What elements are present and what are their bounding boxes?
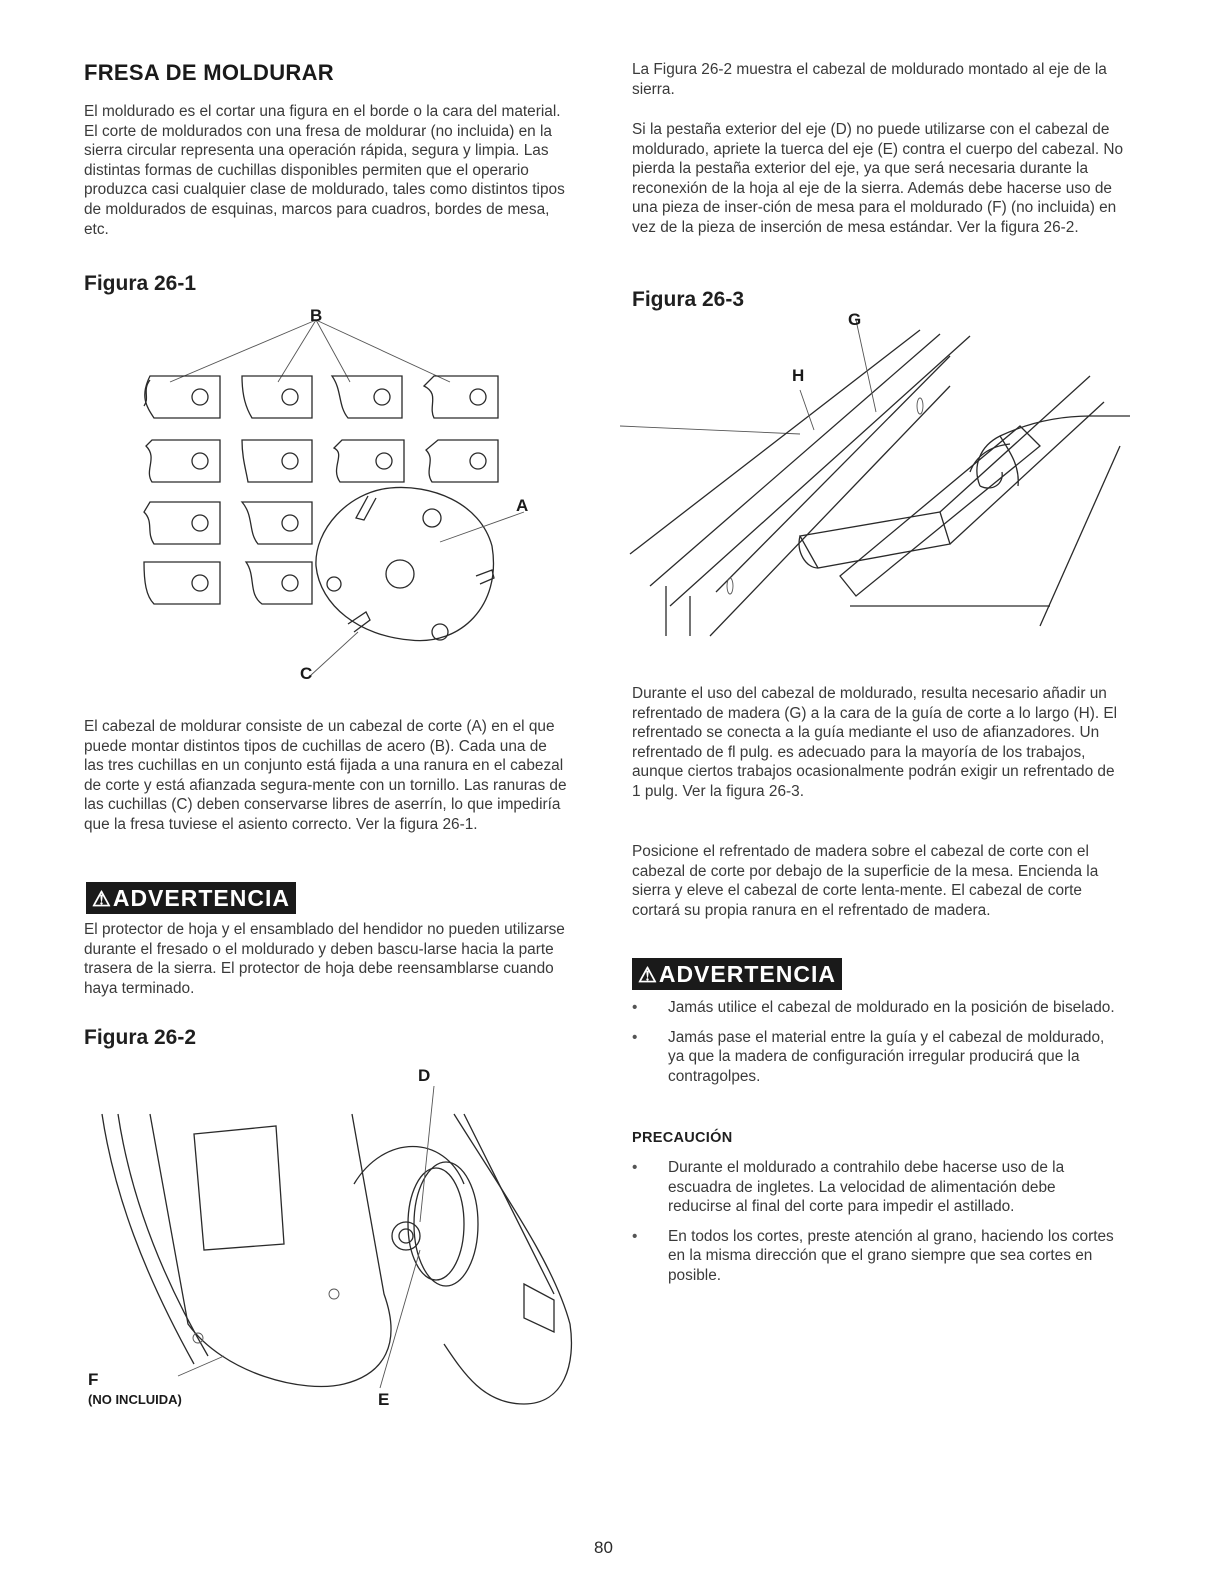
caution-title: PRECAUCIÓN xyxy=(632,1130,733,1146)
figure-26-1-label-c: C xyxy=(300,664,313,683)
figure-26-1-label-a: A xyxy=(516,496,529,515)
figure-26-1-description: El cabezal de moldurar consiste de un cabezal de corte (A) en el que puede montar distintos tipos de cuchillas de acero (B). Cada una de las tres cuchillas en un conjunto está fijada a una ranura en el cabezal de corte y está afianzada segura-mente con un tornillo. Las ranuras de las cuchillas (C) deben conservarse libres de aserrín, lo que impediría que la fresa tuviese el asiento correcto. Ver la figura 26-1. xyxy=(84,718,567,833)
right-paragraph-4: Posicione el refrentado de madera sobre el cabezal de corte con el cabezal de corte por debajo de la superficie de la mesa. Encienda la sierra y eleve el cabezal de corte lenta-mente. El cabezal de corte cortará su propia ranura en el refrentado de madera. xyxy=(632,843,1099,919)
caution-list xyxy=(632,1158,1122,1296)
figure-26-2 xyxy=(84,1066,574,1434)
list-item: • Jamás pase el material entre la guía y el cabezal de moldurado, ya que la madera de configuración irregular producirá que la contragolpes. xyxy=(632,1028,1122,1087)
figure-26-3-drawing xyxy=(620,306,1130,646)
figure-26-3-label-h: H xyxy=(792,366,805,385)
figure-26-1-drawing xyxy=(110,306,560,686)
list-item: • Durante el moldurado a contrahilo debe hacerse uso de la escuadra de ingletes. La velocidad de alimentación debe reducirse al final del corte para impedir el astillado. xyxy=(632,1158,1122,1217)
figure-26-3 xyxy=(620,306,1130,646)
figure-26-2-label-d: D xyxy=(418,1066,431,1085)
knife-grid xyxy=(144,376,498,604)
cutter-head-drawing xyxy=(316,487,494,640)
figure-26-1-label-b: B xyxy=(310,306,323,325)
figure-26-2-label-f: F xyxy=(88,1370,99,1389)
left-warning-text: El protector de hoja y el ensamblado del hendidor no pueden utilizarse durante el fresado o el moldurado y deben bascu-larse hacia la parte trasera de la sierra. El protector de hoja debe reensamblarse cuando haya terminado. xyxy=(84,921,565,997)
warning-icon: ⚠ xyxy=(92,888,111,911)
left-warning-banner: ⚠ADVERTENCIA xyxy=(86,882,296,914)
figure-26-2-not-included: (NO INCLUIDA) xyxy=(88,1392,182,1407)
figure-26-1 xyxy=(110,306,560,686)
right-paragraph-2: Si la pestaña exterior del eje (D) no puede utilizarse con el cabezal de moldurado, apriete la tuerca del eje (E) contra el cuerpo del cabezal. No pierda la pestaña exterior del eje, ya que será necesaria durante la reconexión de la hoja al eje de la sierra. Además debe hacerse uso de una pieza de inser-ción de mesa para el moldurado (F) (no incluida) en vez de la pieza de inserción de mesa estándar. Ver la figura 26-2. xyxy=(632,121,1124,236)
right-paragraph-1: La Figura 26-2 muestra el cabezal de moldurado montado al eje de la sierra. xyxy=(632,61,1107,98)
section-title: FRESA DE MOLDURAR xyxy=(84,60,334,85)
figure-26-2-drawing xyxy=(84,1074,574,1434)
figure-26-2-title: Figura 26-2 xyxy=(84,1026,197,1049)
right-paragraph-3: Durante el uso del cabezal de moldurado, resulta necesario añadir un refrentado de madera (G) a la cara de la guía de corte a lo largo (H). El refrentado se conecta a la guía mediante el uso de afianzadores. Un refrentado de fl pulg. es adecuado para la mayoría de los trabajos, aunque ciertos trabajos ocasionalmente podrán exigir un refrentado de 1 pulg. Ver la figura 26-3. xyxy=(632,685,1118,800)
right-warning-banner: ⚠ADVERTENCIA xyxy=(632,958,842,990)
list-item: • Jamás utilice el cabezal de moldurado en la posición de biselado. xyxy=(632,998,1122,1018)
page-number: 80 xyxy=(594,1538,613,1557)
figure-26-2-label-e: E xyxy=(378,1390,390,1409)
intro-paragraph: El moldurado es el cortar una figura en el borde o la cara del material. El corte de moldurados con una fresa de moldurar (no incluida) en la sierra circular representa una operación rápida, segura y limpia. Las distintas formas de cuchillas disponibles permiten que el operario produzca casi cualquier clase de moldurado, tales como distintos tipos de moldurados de esquinas, marcos para cuadros, bordes de mesa, etc. xyxy=(84,103,565,238)
list-item: • En todos los cortes, preste atención al grano, haciendo los cortes en la misma dirección que el grano siempre que sea cortes en posible. xyxy=(632,1227,1122,1286)
warning-list xyxy=(632,998,1122,1096)
warning-icon: ⚠ xyxy=(638,964,657,987)
figure-26-3-label-g: G xyxy=(848,310,862,329)
figure-26-1-title: Figura 26-1 xyxy=(84,272,197,295)
figure-26-3-title: Figura 26-3 xyxy=(632,288,745,311)
